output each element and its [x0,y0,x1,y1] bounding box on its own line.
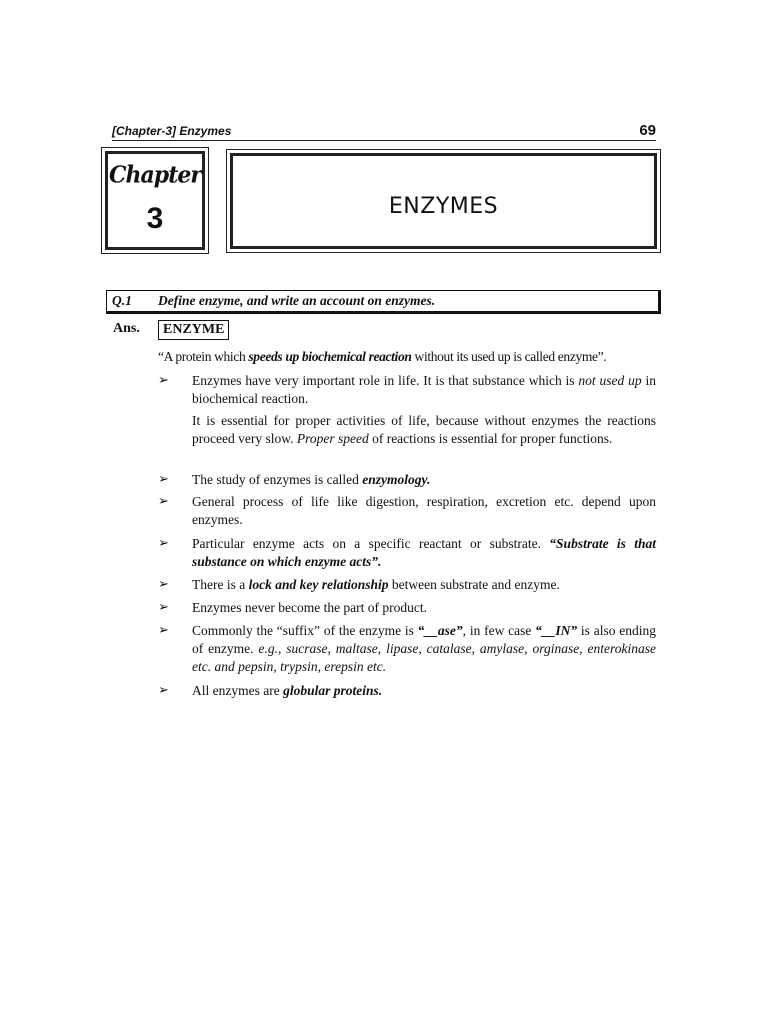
running-header-chapter: [Chapter-3] Enzymes [112,124,232,138]
point-text: Enzymes never become the part of product. [192,600,428,615]
list-item [158,471,656,489]
point-text: There is a [192,577,249,592]
point-examples: e.g., sucrase, maltase, lipase, catalase, amylase, orginase, enterokinase etc. and pepsin, trypsin, erepsin etc. [192,641,656,674]
point-text: of reactions is essential for proper functions. [368,431,613,446]
point-emphasis: enzymology. [362,472,431,487]
point-emphasis: lock and key relationship [248,577,389,592]
list-item [158,493,656,529]
point-text: The study of enzymes is called [192,472,363,487]
bullet-arrow-icon: ➢ [158,600,169,615]
answer-heading: ENZYME [158,320,229,340]
list-item [158,622,656,676]
point-text: Commonly the “suffix” of the enzyme is [192,623,418,638]
title-box-frame [230,153,657,249]
question-text: Define enzyme, and write an account on enzymes. [158,293,436,308]
page-number: 69 [639,122,656,139]
bullet-arrow-icon: ➢ [158,494,169,509]
definition-post: without its used up is called enzyme”. [411,349,607,364]
point-text: Particular enzyme acts on a specific reactant or substrate. [192,536,550,551]
point-text: It is essential for proper activities of life, because without enzymes the reactions proceed very slow. [192,413,656,446]
point-emphasis: “__ase” [417,623,463,638]
point-emphasis: “Substrate is that substance on which enzyme acts”. [192,536,657,569]
question-box [106,290,661,314]
point-text: in biochemical reaction. [192,373,656,406]
bullet-arrow-icon: ➢ [158,623,169,638]
definition-bold: speeds up biochemical reaction [248,349,412,364]
question-number: Q.1 [112,293,132,308]
point-text: , in few case [462,623,536,638]
bullet-arrow-icon: ➢ [158,683,169,698]
list-item [158,576,656,594]
point-text: between substrate and enzyme. [388,577,560,592]
point-text: is also ending of enzyme. [192,623,656,656]
chapter-word: Chapter [109,161,201,189]
point-emphasis: Proper speed [296,431,369,446]
definition-pre: “A protein which [158,349,249,364]
bullet-arrow-icon: ➢ [158,373,169,388]
chapter-badge-frame [105,151,205,250]
chapter-title: ENZYMES [388,194,499,219]
bullet-arrow-icon: ➢ [158,472,169,487]
list-item [158,682,656,700]
definition [158,349,606,365]
point-text: Enzymes have very important role in life. It is that substance which is [192,373,579,388]
point-emphasis: globular proteins. [283,683,383,698]
point-text: All enzymes are [192,683,284,698]
answer-label: Ans. [113,321,140,336]
bullet-arrow-icon: ➢ [158,577,169,592]
title-box [226,149,661,253]
chapter-badge [101,147,209,254]
chapter-number: 3 [146,202,164,235]
bullet-arrow-icon: ➢ [158,536,169,551]
list-item [158,599,656,617]
list-item [158,535,656,571]
point-emphasis: not used up [578,373,642,388]
point-emphasis: “__IN” [535,623,578,638]
header-rule [112,140,656,141]
list-item [158,372,656,448]
point-text: General process of life like digestion, respiration, excretion etc. depend upon enzymes. [192,494,656,527]
